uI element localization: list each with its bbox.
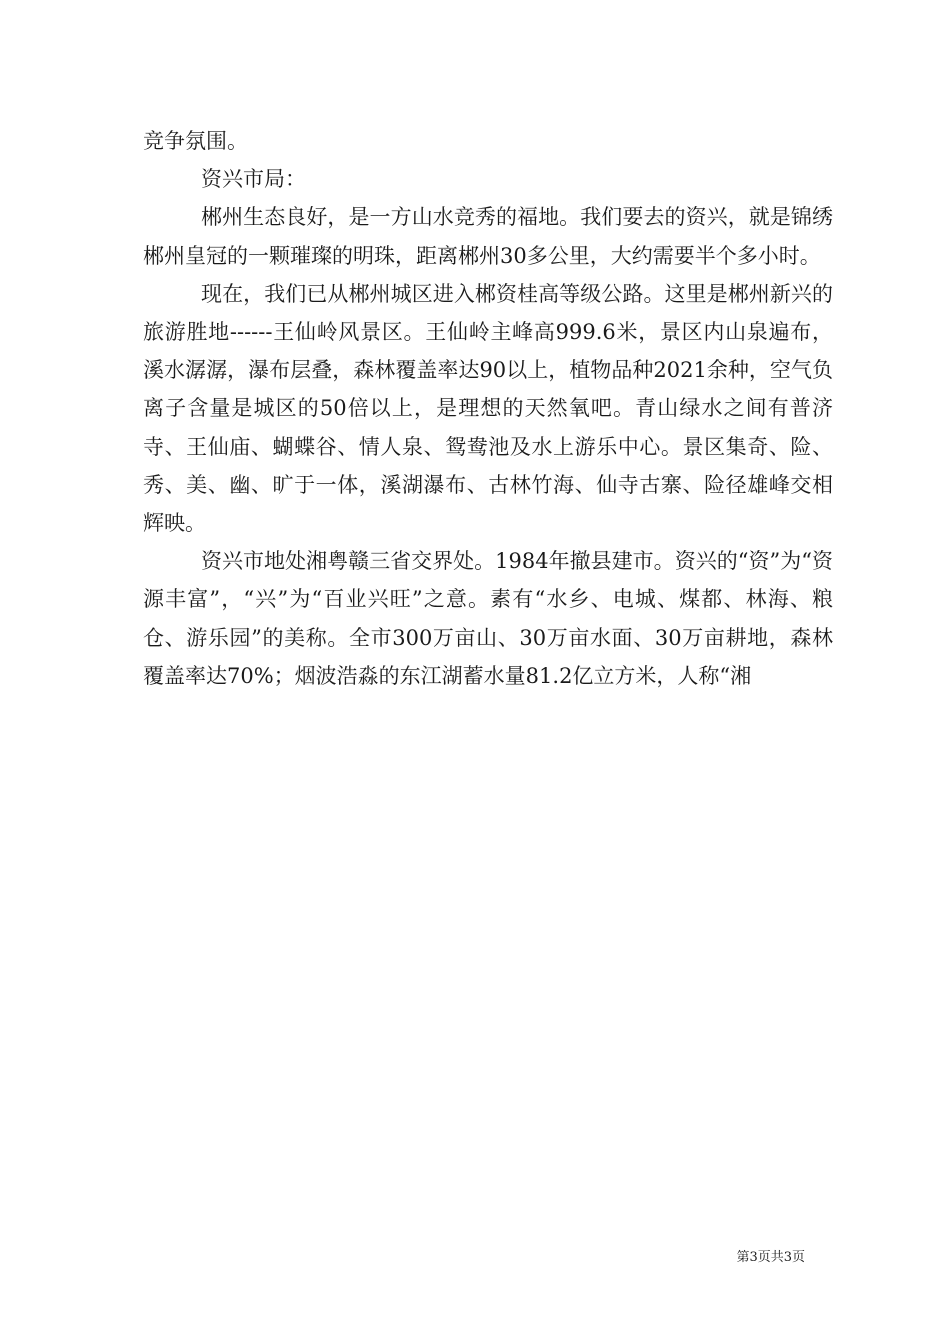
document-body <box>143 122 833 695</box>
paragraph-wangxianling: 现在，我们已从郴州城区进入郴资桂高等级公路。这里是郴州新兴的旅游胜地------王仙岭风景区。王仙岭主峰高999.6米，景区内山泉遍布，溪水潺潺，瀑布层叠，森林覆盖率达90以上，植物品种2021余种，空气负离子含量是城区的50倍以上，是理想的天然氧吧。青山绿水之间有普济寺、王仙庙、蝴蝶谷、情人泉、鸳鸯池及水上游乐中心。景区集奇、险、秀、美、幽、旷于一体，溪湖瀑布、古林竹海、仙寺古寨、险径雄峰交相辉映。 <box>143 281 833 536</box>
paragraph-heading: 资兴市局： <box>201 167 306 192</box>
paragraph-zixing-city: 资兴市地处湘粤赣三省交界处。1984年撤县建市。资兴的“资”为“资源丰富”，“兴”为“百业兴旺”之意。素有“水乡、电城、煤都、林海、粮仓、游乐园”的美称。全市300万亩山、30万亩水面、30万亩耕地，森林覆盖率达70%；烟波浩淼的东江湖蓄水量81.2亿立方米，人称“湘 <box>143 549 833 688</box>
page-number-footer: 第3页共3页 <box>736 1250 805 1265</box>
paragraph-continuation: 竞争氛围。 <box>143 129 248 153</box>
paragraph-chenzhou-intro: 郴州生态良好，是一方山水竞秀的福地。我们要去的资兴，就是锦绣郴州皇冠的一颗璀璨的明珠，距离郴州30多公里，大约需要半个多小时。 <box>143 205 833 268</box>
